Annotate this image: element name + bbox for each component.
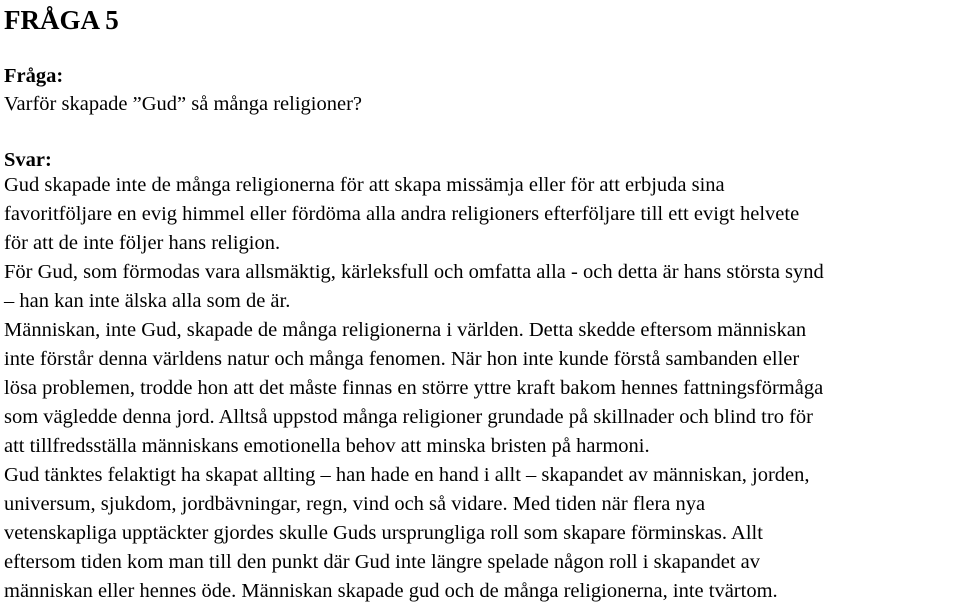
answer-line: människan eller hennes öde. Människan skapade gud och de många religionerna, inte tvärtom. <box>4 580 778 602</box>
question-text: Varför skapade ”Gud” så många religioner? <box>4 93 363 115</box>
answer-line: inte förstår denna världens natur och många fenomen. När hon inte kunde förstå sambanden eller <box>4 348 800 370</box>
answer-label: Svar: <box>4 149 52 171</box>
answer-line: favoritföljare en evig himmel eller fördöma alla andra religioners efterföljare till ett evigt helvete <box>4 203 800 225</box>
answer-line: Gud skapade inte de många religionerna för att skapa missämja eller för att erbjuda sina <box>4 174 725 196</box>
answer-line: universum, sjukdom, jordbävningar, regn, vind och så vidare. Med tiden när flera nya <box>4 493 706 515</box>
answer-body <box>4 171 956 606</box>
answer-line: vetenskapliga upptäckter gjordes skulle Guds ursprungliga roll som skapare förminskas. Allt <box>4 522 763 544</box>
answer-line: som vägledde denna jord. Alltså uppstod många religioner grundade på skillnader och blind tro för <box>4 406 813 428</box>
question-label: Fråga: <box>4 65 64 87</box>
answer-line: Människan, inte Gud, skapade de många religionerna i världen. Detta skedde eftersom människan <box>4 319 807 341</box>
answer-line: att tillfredsställa människans emotionella behov att minska bristen på harmoni. <box>4 435 650 457</box>
answer-line: lösa problemen, trodde hon att det måste finnas en större yttre kraft bakom hennes fattningsförmåga <box>4 377 824 399</box>
answer-line: För Gud, som förmodas vara allsmäktig, kärleksfull och omfatta alla - och detta är hans största synd <box>4 261 824 283</box>
answer-line: för att de inte följer hans religion. <box>4 232 281 254</box>
section-title: FRÅGA 5 <box>4 5 119 35</box>
answer-line: – han kan inte älska alla som de är. <box>4 290 291 312</box>
answer-line: eftersom tiden kom man till den punkt där Gud inte längre spelade någon roll i skapandet av <box>4 551 761 573</box>
answer-line: Gud tänktes felaktigt ha skapat allting – han hade en hand i allt – skapandet av människan, jorden, <box>4 464 810 486</box>
